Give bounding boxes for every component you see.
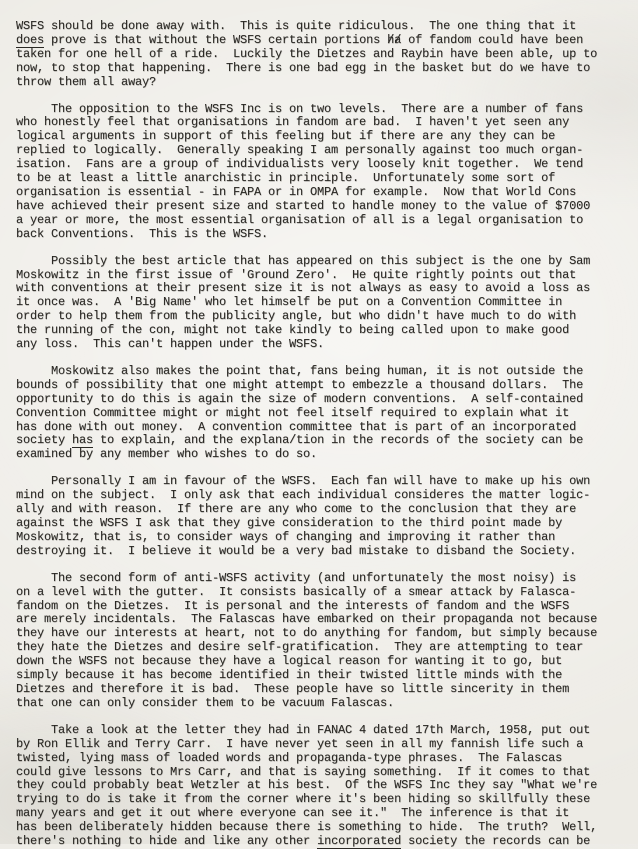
text-segment: opportunity to do this is again the size of modern conventions. A self-contained	[16, 391, 584, 406]
text-segment: prove is that without the WSFS certain portions	[44, 32, 388, 47]
text-segment: there's nothing to hide and like any other	[16, 834, 318, 849]
paragraph-7	[16, 724, 624, 849]
text-segment: any loss. This can't happen under the WSFS.	[16, 337, 325, 352]
text-line	[16, 228, 624, 242]
text-segment: fandom on the Dietzes. It is personal and the interests of fandom and the WSFS	[16, 598, 570, 613]
text-line	[16, 407, 624, 421]
text-segment: who honestly feel that organisations in fandom are bad. I haven't yet seen any	[16, 115, 570, 130]
text-segment: many years and get it out where everyone can see it." The inference is that it	[16, 806, 570, 821]
text-line	[16, 158, 624, 172]
text-line	[16, 310, 624, 324]
text-segment: they hate the Dietzes and desire self-gratification. They are attempting to tear	[16, 640, 584, 655]
text-segment: are merely incidentals. The Falascas have embarked on their propaganda not because	[16, 612, 598, 627]
text-segment: destroying it. I believe it would be a very bad mistake to disband the Society.	[16, 543, 577, 558]
text-segment: society	[16, 433, 73, 448]
paragraph-6	[16, 572, 624, 711]
text-segment: they could probably beat Wetzler at his best. Of the WSFS Inc they say "What we're	[16, 778, 598, 793]
text-segment: examined by any member who wishes to do so.	[16, 447, 318, 462]
text-line	[16, 545, 624, 559]
text-line	[16, 130, 624, 144]
text-line	[16, 379, 624, 393]
text-segment: Dietzes and therefore it is bad. These people have so little sincerity in them	[16, 681, 570, 696]
text-line	[16, 448, 624, 462]
text-segment: throw them all away?	[16, 74, 157, 89]
text-line	[16, 697, 624, 711]
text-segment: a year or more, the most essential organisation of all is a legal organisation to	[16, 212, 584, 227]
text-segment: ally and with reason. If there are any who come to the conclusion that they are	[16, 502, 577, 517]
underlined-text: has	[72, 433, 94, 448]
text-line	[16, 172, 624, 186]
underlined-text: incorporated	[317, 834, 402, 849]
text-segment: that one can only consider them to be vacuum Falascas.	[16, 695, 395, 710]
text-segment: they have our interests at heart, not to do anything for fandom, but simply because	[16, 626, 598, 641]
text-segment: organisation is essential - in FAPA or in OMPA for example. Now that World Cons	[16, 184, 577, 199]
text-line	[16, 48, 624, 62]
text-segment: trying to do is take it from the corner where it's been hiding so skillfully these	[16, 792, 591, 807]
text-line	[16, 296, 624, 310]
text-line	[16, 34, 624, 48]
text-line	[16, 669, 624, 683]
text-segment: down the WSFS not because they have a logical reason for wanting it to go, but	[16, 654, 563, 669]
text-line	[16, 807, 624, 821]
text-segment: has been deliberately hidden because there is something to hide. The truth? Well,	[16, 820, 598, 835]
text-line	[16, 793, 624, 807]
text-line	[16, 613, 624, 627]
text-segment: mind on the subject. I only ask that each individual consideres the matter logic-	[16, 488, 591, 503]
text-segment: to explain, and the explana/tion in the records of the society can be	[93, 433, 584, 448]
text-segment: Moskowitz in the first issue of 'Ground Zero'. He quite rightly points out that	[16, 267, 577, 282]
text-segment: could give lessons to Mrs Carr, and that is saying something. If it comes to that	[16, 764, 591, 779]
text-line	[16, 655, 624, 669]
text-line	[16, 821, 624, 835]
text-line	[16, 393, 624, 407]
text-line	[16, 365, 624, 379]
text-line	[16, 600, 624, 614]
text-segment: have achieved their present size and started to handle money to the value of $7000	[16, 198, 591, 213]
paragraph-2	[16, 103, 624, 242]
text-segment: bounds of possibility that one might attempt to embezzle a thousand dollars. The	[16, 377, 584, 392]
text-line	[16, 144, 624, 158]
text-line	[16, 766, 624, 780]
text-segment: on a level with the gutter. It consists basically of a smear attack by Falasca-	[16, 584, 577, 599]
text-segment: The second form of anti-WSFS activity (and unfortunately the most noisy) is	[16, 570, 577, 585]
text-segment: Possibly the best article that has appeared on this subject is the one by Sam	[16, 253, 591, 268]
text-segment: Personally I am in favour of the WSFS. Each fan will have to make up his own	[16, 474, 591, 489]
text-segment: of fandom could have been	[401, 32, 584, 47]
text-segment: has done with out money. A convention committee that is part of an incorporated	[16, 419, 577, 434]
paragraph-1	[16, 20, 624, 90]
paragraph-4	[16, 365, 624, 462]
text-segment: back Conventions. This is the WSFS.	[16, 226, 269, 241]
struck-out-text: ha //	[387, 34, 401, 48]
text-line	[16, 76, 624, 90]
text-segment: order to help them from the publicity angle, but who didn't have much to do with	[16, 309, 577, 324]
text-line	[16, 20, 624, 34]
text-line	[16, 324, 624, 338]
text-line	[16, 724, 624, 738]
text-line	[16, 475, 624, 489]
text-segment: taken for one hell of a ride. Luckily the Dietzes and Raybin have been able, up to	[16, 46, 598, 61]
text-line	[16, 186, 624, 200]
text-line	[16, 282, 624, 296]
text-segment: Convention Committee might or might not feel itself required to explain what it	[16, 405, 570, 420]
text-segment: against the WSFS I ask that they give consideration to the third point made by	[16, 516, 563, 530]
text-segment: society the records can be	[401, 834, 591, 849]
text-line	[16, 421, 624, 435]
text-line	[16, 116, 624, 130]
text-line	[16, 586, 624, 600]
text-segment: Moskowitz, that is, to consider ways of changing and improving it rather than	[16, 529, 556, 544]
text-line	[16, 103, 624, 117]
text-segment: WSFS should be done away with. This is quite ridiculous. The one thing that it	[16, 19, 577, 33]
text-segment: simply because it has become identified in their twisted little minds with the	[16, 668, 563, 683]
text-segment: Moskowitz also makes the point that, fans being human, it is not outside the	[16, 363, 584, 378]
underlined-text: does	[16, 32, 45, 47]
text-segment: Take a look at the letter they had in FANAC 4 dated 17th March, 1958, put out	[16, 722, 591, 737]
text-segment: to be at least a little anarchistic in principle. Unfortunately some sort of	[16, 171, 556, 186]
text-segment: now, to stop that happening. There is one bad egg in the basket but do we have to	[16, 60, 591, 75]
text-line	[16, 752, 624, 766]
text-line	[16, 683, 624, 697]
text-line	[16, 738, 624, 752]
text-segment: it once was. A 'Big Name' who let himself be put on a Convention Committee in	[16, 295, 563, 310]
text-line	[16, 572, 624, 586]
text-line	[16, 338, 624, 352]
text-segment: twisted, lying mass of loaded words and propaganda-type phrases. The Falascas	[16, 750, 563, 765]
text-segment: the running of the con, might not take kindly to being called upon to make good	[16, 323, 570, 338]
text-line	[16, 214, 624, 228]
text-line	[16, 503, 624, 517]
text-line	[16, 779, 624, 793]
text-line	[16, 255, 624, 269]
text-segment: replied to logically. Generally speaking I am personally against too much organ-	[16, 143, 584, 158]
text-line	[16, 641, 624, 655]
text-line	[16, 517, 624, 531]
text-line	[16, 62, 624, 76]
text-line	[16, 269, 624, 283]
text-line	[16, 434, 624, 448]
text-segment: by Ron Ellik and Terry Carr. I have never yet seen in all my fannish life such a	[16, 736, 584, 751]
paragraph-5	[16, 475, 624, 558]
text-segment: with conventions at their present size it is not always as easy to avoid a loss as	[16, 281, 591, 296]
text-line	[16, 200, 624, 214]
paragraph-3	[16, 255, 624, 352]
text-segment: isation. Fans are a group of individualists very loosely knit together. We tend	[16, 157, 584, 172]
text-line	[16, 489, 624, 503]
text-line	[16, 627, 624, 641]
text-segment: logical arguments in support of this feeling but if there are any they can be	[16, 129, 556, 144]
text-line	[16, 531, 624, 545]
text-segment: The opposition to the WSFS Inc is on two levels. There are a number of fans	[16, 101, 584, 116]
text-line	[16, 835, 624, 849]
